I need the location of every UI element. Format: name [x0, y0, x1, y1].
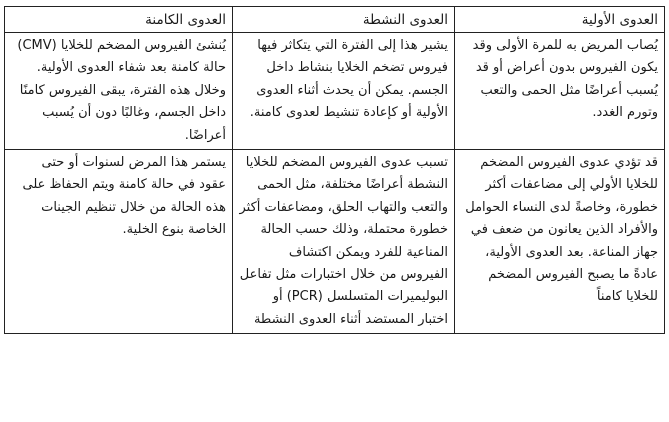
- table-row: [5, 33, 665, 150]
- cell-latent-description: يُنشئ الفيروس المضخم للخلايا (CMV) حالة كامنة بعد شفاء العدوى الأولية. وخلال هذه الفترة، يبقى الفيروس كامنًا داخل الجسم، وغالبًا دون أن يُسبب أعراضًا.: [5, 33, 233, 150]
- header-active-infection: العدوى النشطة: [233, 7, 455, 33]
- header-latent-infection: العدوى الكامنة: [5, 7, 233, 33]
- cell-initial-complications: قد تؤدي عدوى الفيروس المضخم للخلايا الأولي إلى مضاعفات أكثر خطورة، وخاصةً لدى النساء الحوامل والأفراد الذين يعانون من ضعف في جهاز المناعة. بعد العدوى الأولية، عادةً ما يصبح الفيروس المضخم للخلايا كامناً: [455, 150, 665, 334]
- cell-initial-description: يُصاب المريض به للمرة الأولى وقد يكون الفيروس بدون أعراض أو قد يُسبب أعراضًا مثل الحمى والتعب وتورم الغدد.: [455, 33, 665, 150]
- cell-active-description: يشير هذا إلى الفترة التي يتكاثر فيها فيروس تضخم الخلايا بنشاط داخل الجسم. يمكن أن يحدث أثناء العدوى الأولية أو كإعادة تنشيط لعدوى كامنة.: [233, 33, 455, 150]
- cell-active-symptoms: تسبب عدوى الفيروس المضخم للخلايا النشطة أعراضًا مختلفة، مثل الحمى والتعب والتهاب الحلق، ومضاعفات أكثر خطورة محتملة، وذلك حسب الحالة المناعية للفرد ويمكن اكتشاف الفيروس من خلال اختبارات مثل تفاعل البوليميرات المتسلسل (PCR) أو اختبار المستضد أثناء العدوى النشطة: [233, 150, 455, 334]
- header-initial-infection: العدوى الأولية: [455, 7, 665, 33]
- table-row: [5, 150, 665, 334]
- cmv-infection-table-container: [4, 6, 664, 334]
- cell-latent-persistence: يستمر هذا المرض لسنوات أو حتى عقود في حالة كامنة ويتم الحفاظ على هذه الحالة من خلال تنظيم الجينات الخاصة بنوع الخلية.: [5, 150, 233, 334]
- table-header-row: [5, 7, 665, 33]
- cmv-infection-stages-table: [4, 6, 665, 334]
